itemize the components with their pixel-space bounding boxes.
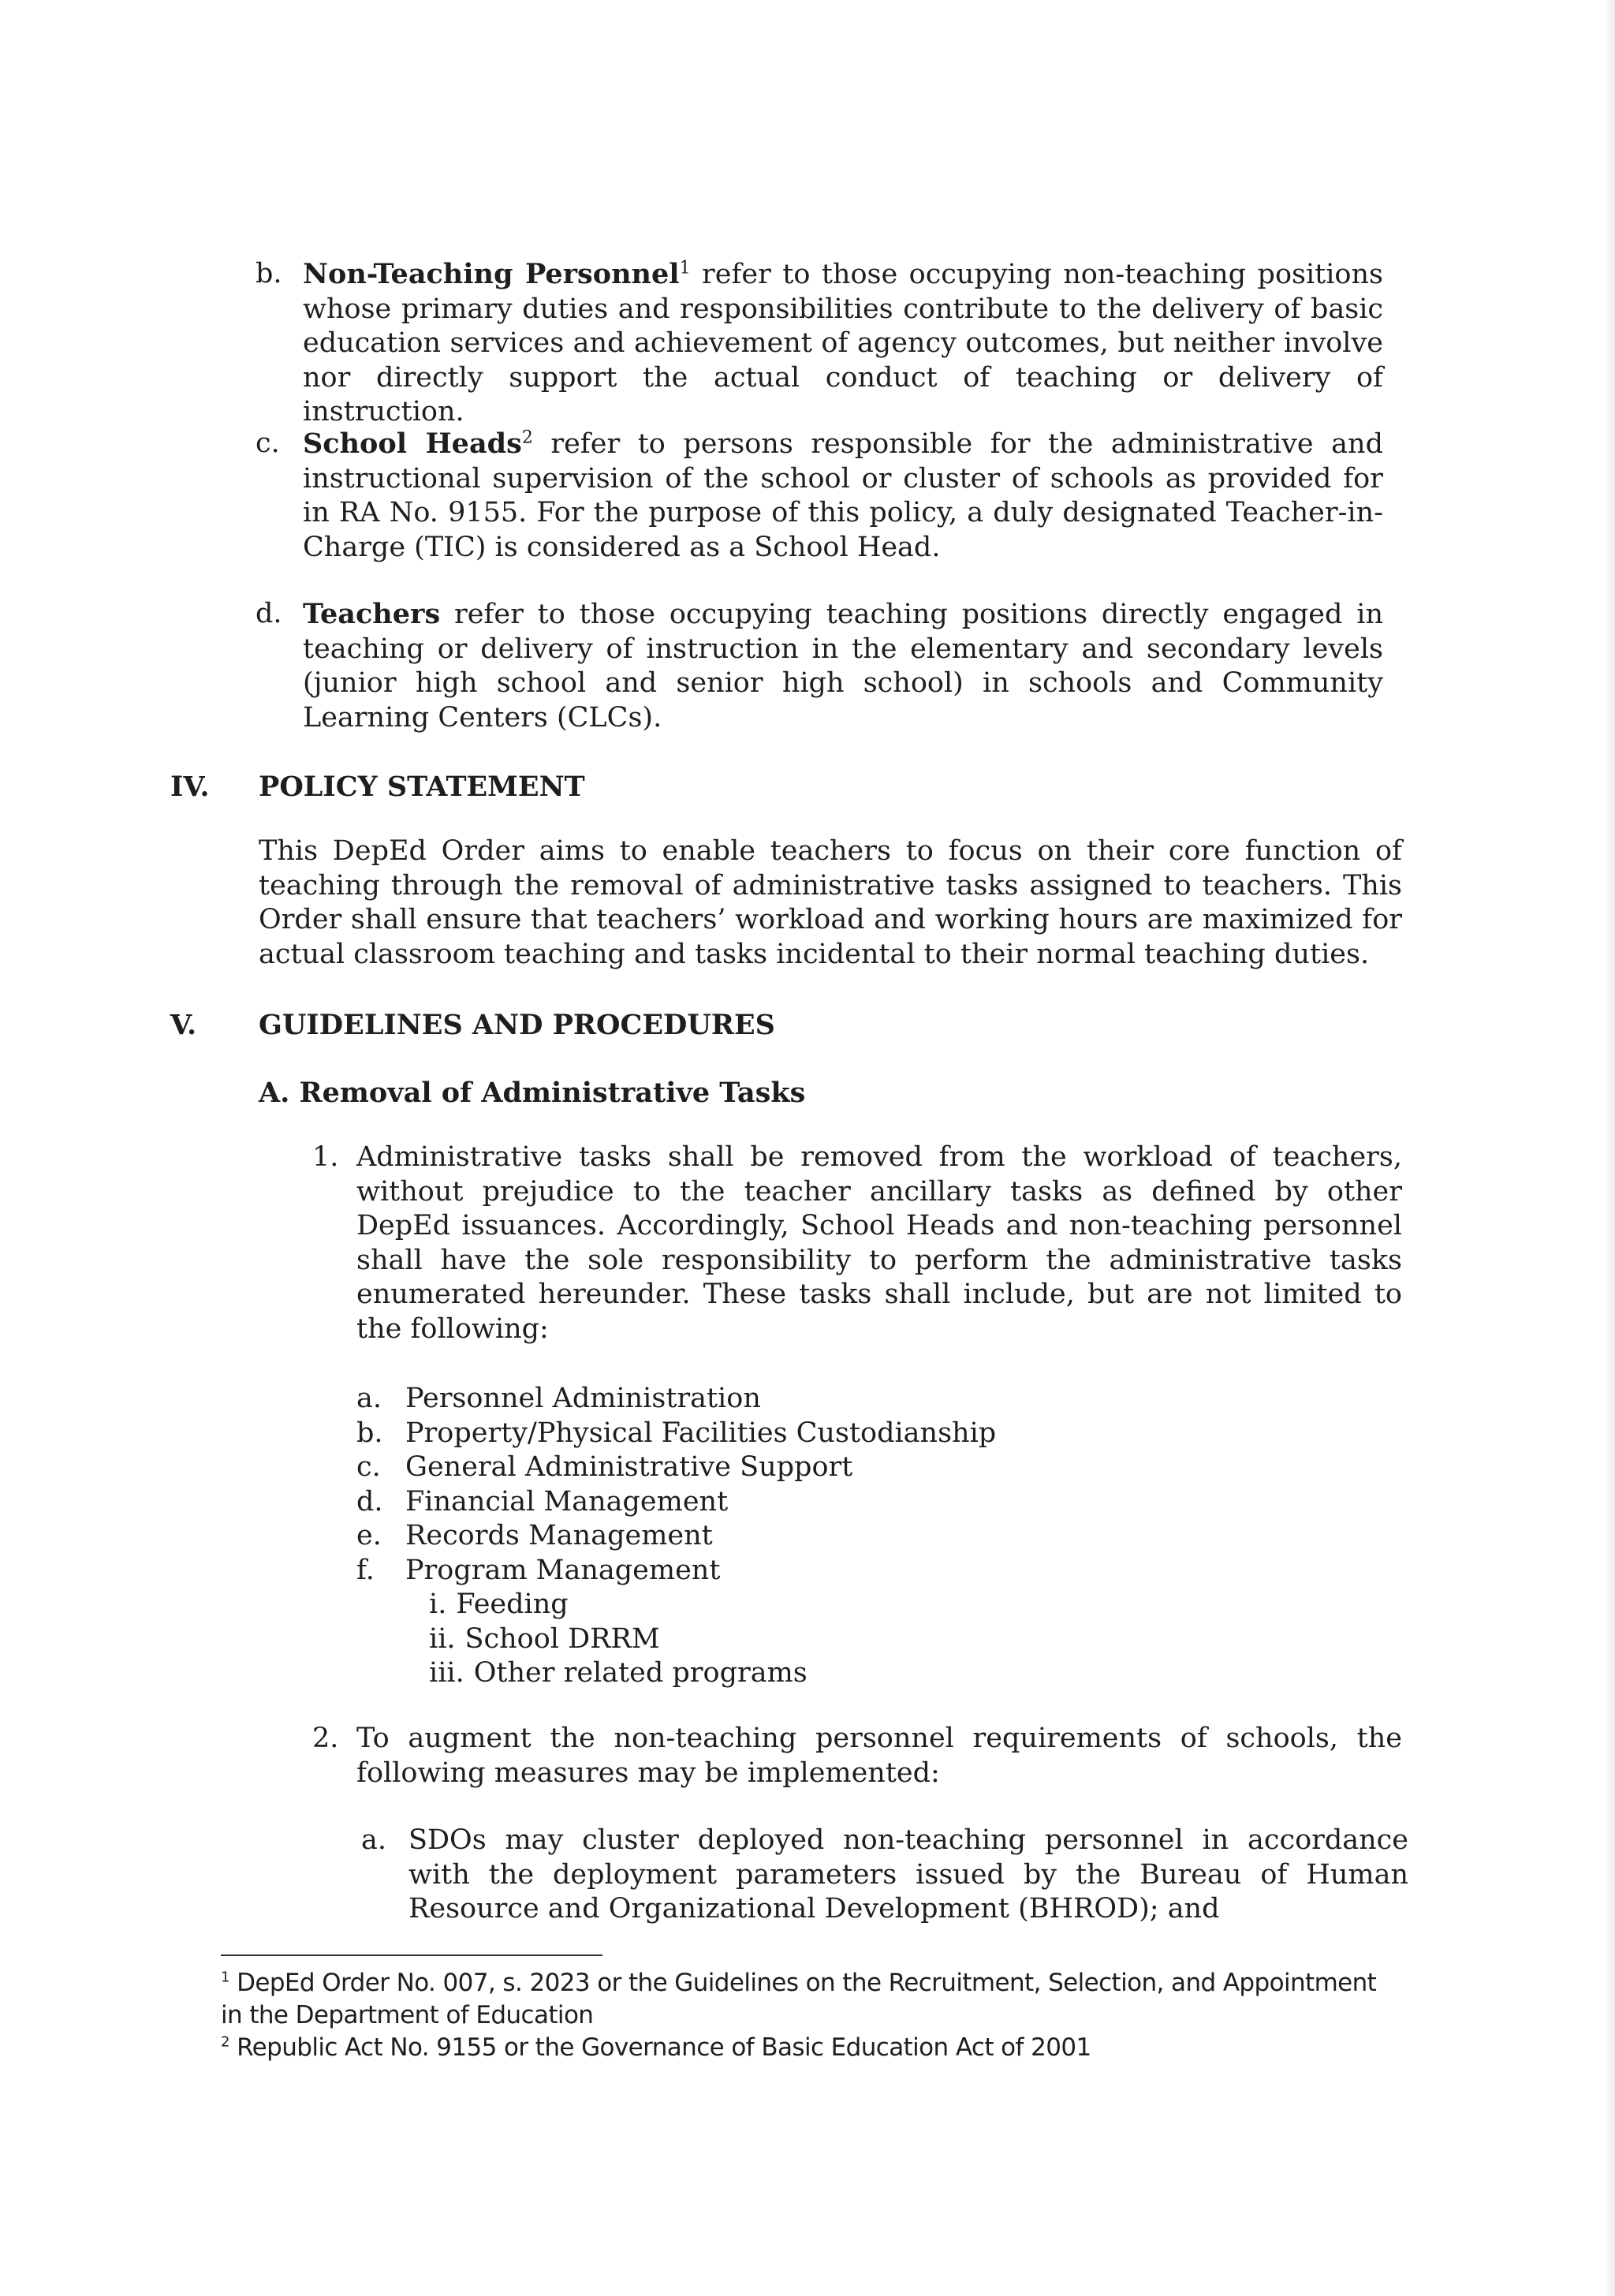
list-item xyxy=(356,1554,996,1589)
numbered-item-1 xyxy=(312,1141,1402,1346)
definition-text: refer to those occupying teaching positions directly engaged in teaching or delivery of instruction in the elementary and secondary levels (junior high school and senior high school) in schools and Community Learning Centers (CLCs). xyxy=(303,599,1383,734)
definition-term: Teachers xyxy=(303,598,441,630)
list-text: Records Management xyxy=(405,1520,713,1551)
footnote-reference[interactable]: 2 xyxy=(521,427,533,448)
list-label: c. xyxy=(356,1451,381,1483)
list-label: f. xyxy=(356,1554,375,1586)
measure-item-a xyxy=(361,1824,1408,1927)
sub-list-item xyxy=(356,1622,996,1657)
list-text: Property/Physical Facilities Custodianship xyxy=(405,1417,997,1449)
sub-list-label: ii. xyxy=(429,1622,456,1655)
sub-list-label: i. xyxy=(429,1589,447,1620)
list-label: b. xyxy=(356,1417,383,1449)
section-numeral-iv: IV. xyxy=(170,771,210,803)
section-numeral-v: V. xyxy=(170,1009,197,1041)
list-text: Program Management xyxy=(405,1554,721,1586)
sub-list-label: iii. xyxy=(429,1657,464,1689)
sub-list-text: Feeding xyxy=(456,1589,569,1620)
list-label: e. xyxy=(356,1520,382,1551)
section-title-guidelines: GUIDELINES AND PROCEDURES xyxy=(259,1009,775,1041)
item-number: 1. xyxy=(312,1141,339,1173)
definition-letter: c. xyxy=(255,427,280,459)
footnote-1 xyxy=(221,1967,1404,2032)
item-text: Administrative tasks shall be removed from the workload of teachers, without prejudice to the teacher ancillary tasks as defined by other DepEd issuances. Accordingly, School Heads and non-teaching personnel shall have the sole responsibility to perform the administrative tasks enumerated hereunder. These tasks shall include, but are not limited to the following: xyxy=(356,1141,1402,1345)
definition-text: refer to persons responsible for the administrative and instructional supervision of the school or cluster of schools as provided for in RA No. 9155. For the purpose of this policy, a duly designated Teacher-in-Charge (TIC) is considered as a School Head. xyxy=(303,428,1383,563)
measure-text: SDOs may cluster deployed non-teaching personnel in accordance with the deployment parameters issued by the Bureau of Human Resource and Organizational Development (BHROD); and xyxy=(408,1824,1408,1925)
footnote-text: DepEd Order No. 007, s. 2023 or the Guidelines on the Recruitment, Selection, and Appointment in the Department of Education xyxy=(221,1969,1377,2029)
administrative-task-list xyxy=(356,1382,996,1691)
list-text: General Administrative Support xyxy=(405,1451,853,1483)
definition-letter: d. xyxy=(255,598,282,629)
subsection-title-removal: A. Removal of Administrative Tasks xyxy=(259,1077,806,1109)
sub-list-text: Other related programs xyxy=(473,1657,808,1689)
list-item xyxy=(356,1485,996,1520)
list-item xyxy=(356,1417,996,1451)
footnote-mark: 1 xyxy=(221,1969,229,1986)
list-label: a. xyxy=(356,1383,382,1414)
numbered-item-2 xyxy=(312,1722,1402,1790)
definition-letter: b. xyxy=(255,258,282,289)
page-edge-shadow xyxy=(1604,0,1615,2296)
list-text: Personnel Administration xyxy=(405,1383,761,1414)
footnote-mark: 2 xyxy=(221,2033,229,2051)
measure-label: a. xyxy=(361,1824,386,1856)
definition-school-heads xyxy=(255,427,1383,565)
footnotes xyxy=(221,1967,1404,2064)
item-text: To augment the non-teaching personnel requirements of schools, the following measures may be implemented: xyxy=(356,1723,1402,1789)
sub-list-item xyxy=(356,1588,996,1622)
definition-term: School Heads xyxy=(303,427,522,460)
footnote-separator xyxy=(221,1954,602,1956)
footnote-text: Republic Act No. 9155 or the Governance of Basic Education Act of 2001 xyxy=(229,2033,1091,2062)
list-item xyxy=(356,1450,996,1485)
footnote-2 xyxy=(221,2032,1404,2064)
footnote-reference[interactable]: 1 xyxy=(679,258,691,278)
list-label: d. xyxy=(356,1485,383,1518)
section-title-policy-statement: POLICY STATEMENT xyxy=(259,771,585,803)
sub-list-item xyxy=(356,1656,996,1691)
sub-list-text: School DRRM xyxy=(464,1622,660,1655)
definition-teachers xyxy=(255,597,1383,735)
list-item xyxy=(356,1382,996,1417)
list-item xyxy=(356,1519,996,1554)
item-number: 2. xyxy=(312,1723,339,1754)
definition-term: Non-Teaching Personnel xyxy=(303,258,680,290)
definition-text: refer to those occupying non-teaching positions whose primary duties and responsibilities contribute to the delivery of basic education services and achievement of agency outcomes, but neither involve nor directly support the actual conduct of teaching or delivery of instruction. xyxy=(303,259,1384,427)
list-text: Financial Management xyxy=(405,1485,729,1518)
policy-statement-paragraph: This DepEd Order aims to enable teachers to focus on their core function of teaching through the removal of administrative tasks assigned to teachers. This Order shall ensure that teachers’ workload and working hours are maximized for actual classroom teaching and tasks incidental to their normal teaching duties. xyxy=(259,835,1402,970)
definition-non-teaching-personnel xyxy=(255,257,1384,430)
